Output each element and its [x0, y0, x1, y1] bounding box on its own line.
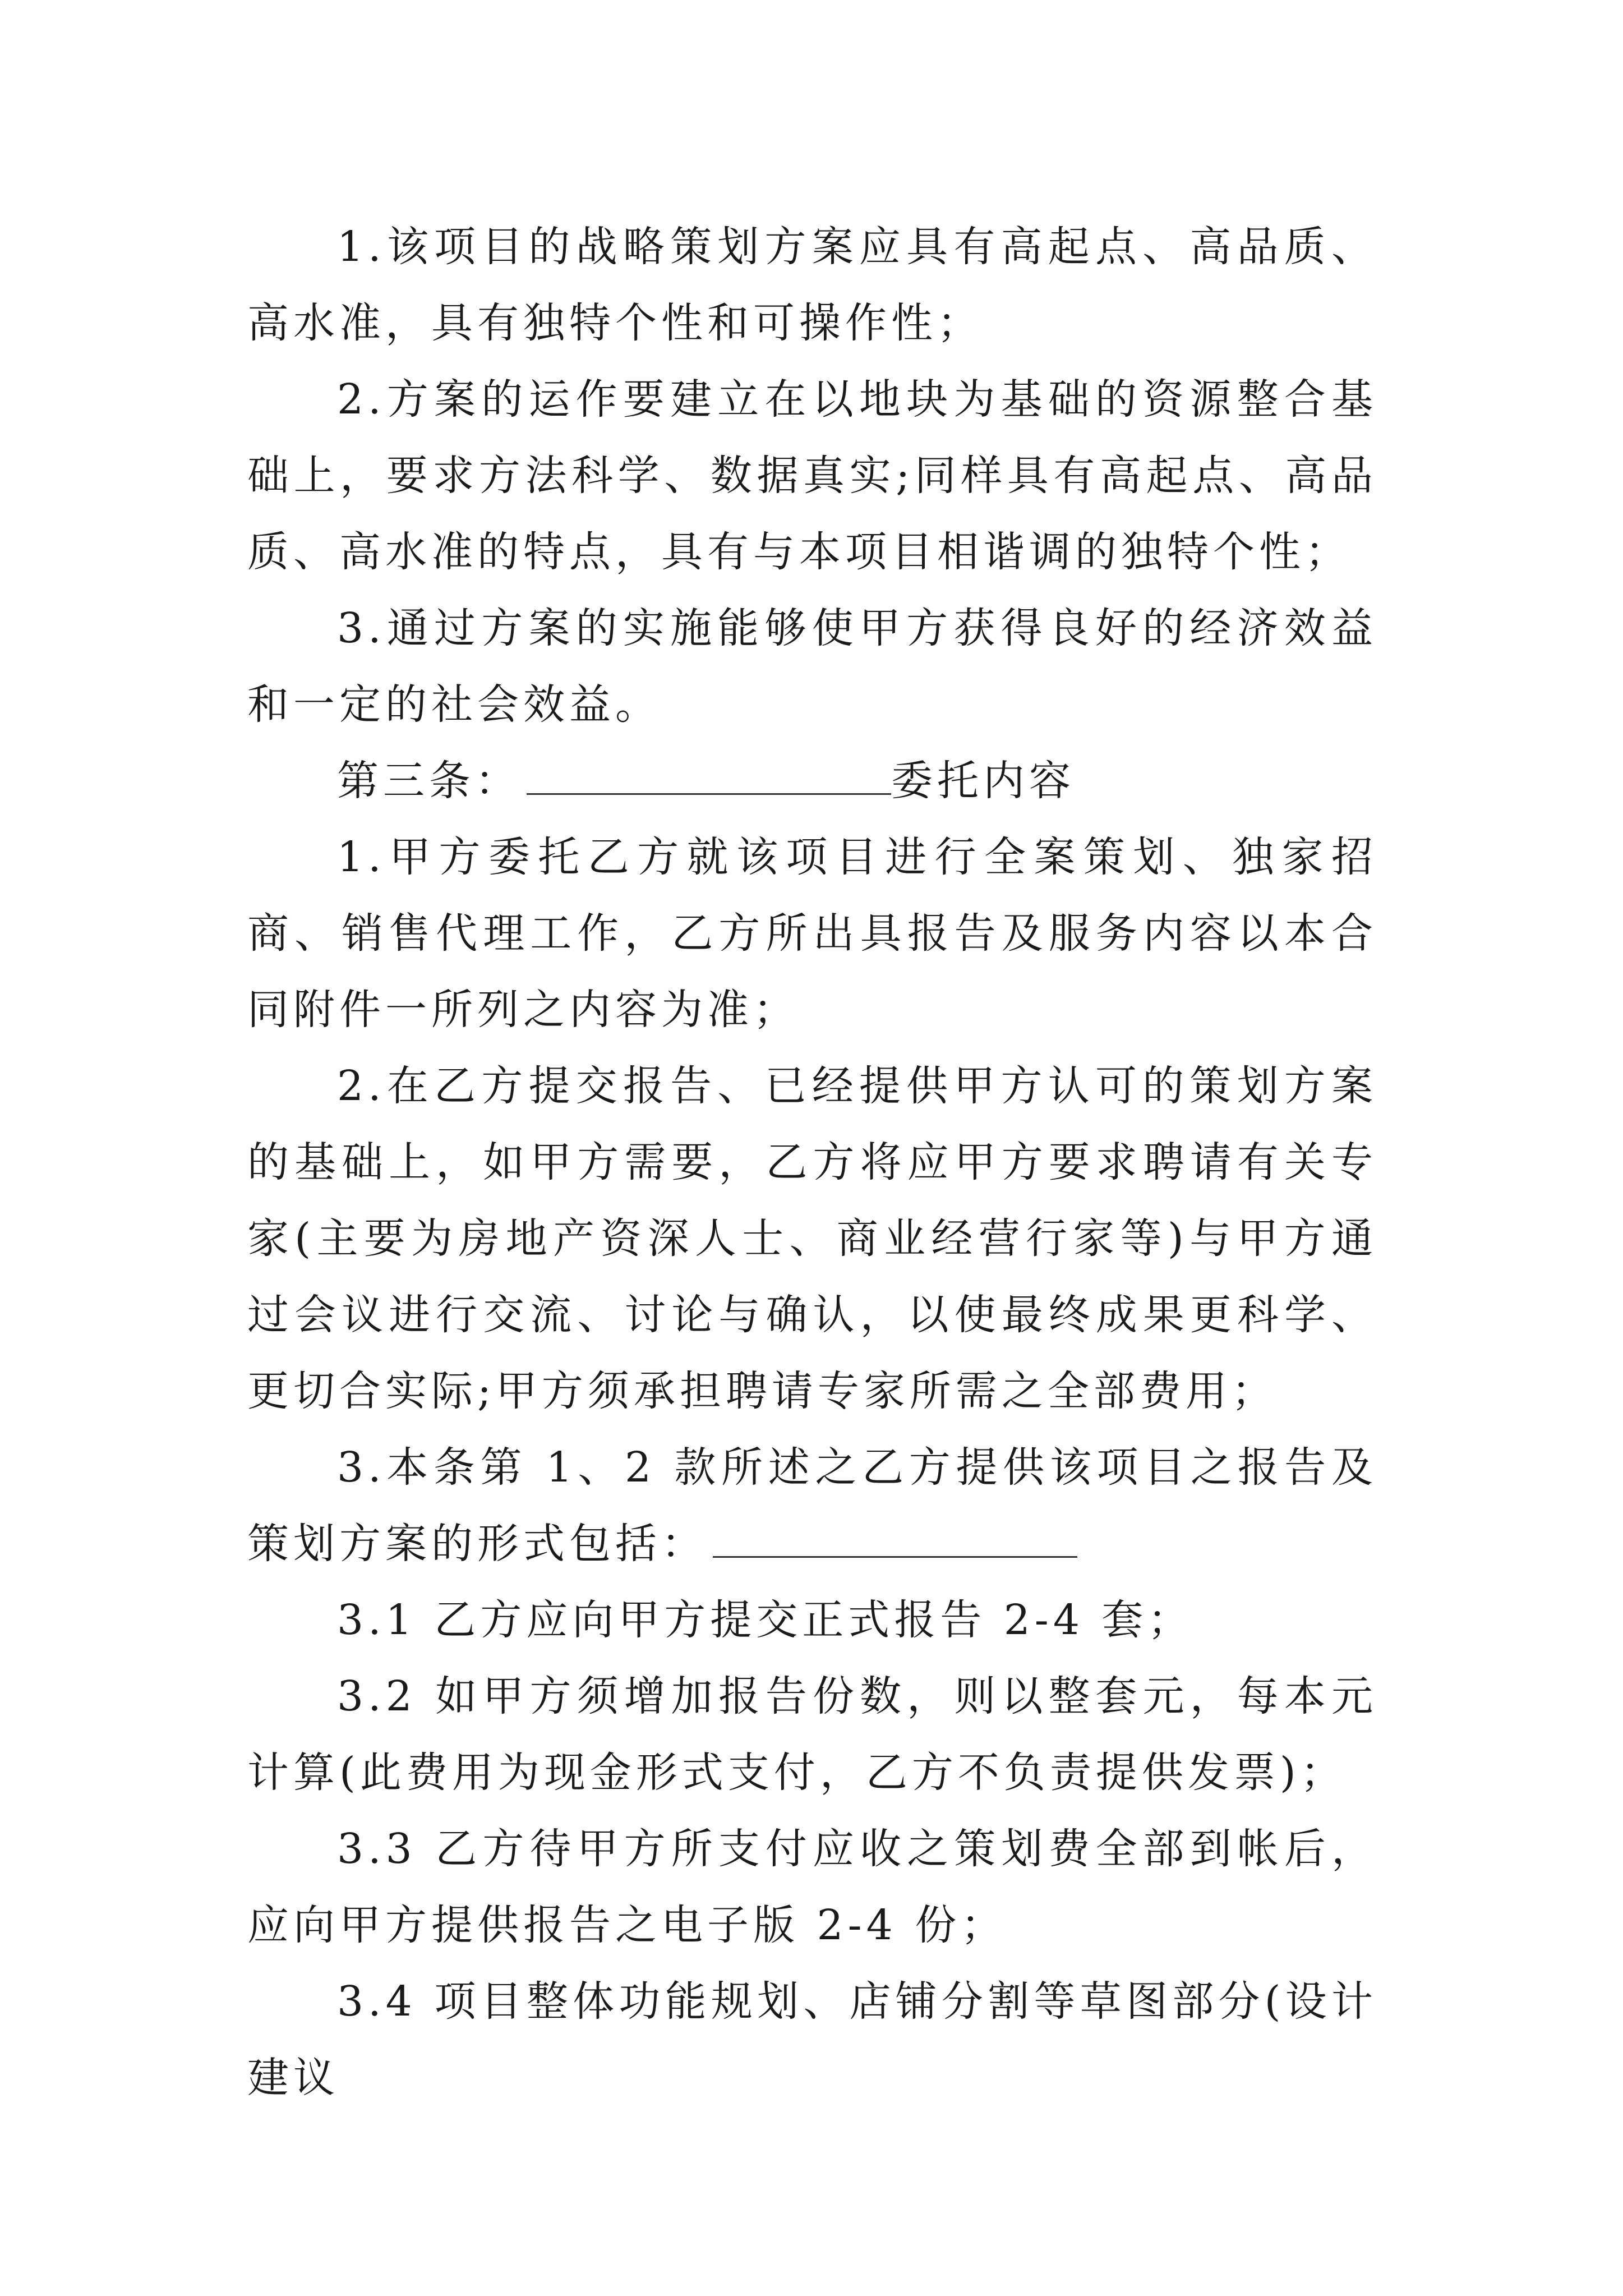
paragraph-requirement-3	[247, 590, 1377, 743]
article-number: 第三条：	[337, 757, 521, 805]
paragraph-text: 3.4 项目整体功能规划、店铺分割等草图部分(设计建议	[247, 1977, 1377, 2102]
paragraph-requirement-2	[247, 361, 1377, 590]
paragraph-commission-1	[247, 819, 1377, 1048]
paragraph-text: 1.该项目的战略策划方案应具有高起点、高品质、高水准，具有独特个性和可操作性；	[247, 223, 1377, 347]
paragraph-requirement-1	[247, 209, 1377, 361]
paragraph-clause-3-4	[247, 1963, 1377, 2116]
article-title: 委托内容	[891, 757, 1075, 805]
document-body	[247, 209, 1377, 2116]
paragraph-text: 3.通过方案的实施能够使甲方获得良好的经济效益和一定的社会效益。	[247, 604, 1377, 729]
paragraph-text: 1.甲方委托乙方就该项目进行全案策划、独家招商、销售代理工作，乙方所出具报告及服务内容以本合同附件一所列之内容为准；	[247, 833, 1377, 1034]
article-three-heading	[247, 743, 1377, 819]
paragraph-clause-3-1	[247, 1582, 1377, 1658]
fill-in-blank-line	[527, 754, 891, 795]
paragraph-text: 3.本条第 1、2 款所述之乙方提供该项目之报告及策划方案的形式包括：	[247, 1443, 1377, 1568]
fill-in-blank-line	[713, 1517, 1077, 1558]
paragraph-commission-2	[247, 1048, 1377, 1429]
paragraph-text: 2.在乙方提交报告、已经提供甲方认可的策划方案的基础上，如甲方需要，乙方将应甲方要求聘请有关专家(主要为房地产资深人士、商业经营行家等)与甲方通过会议进行交流、讨论与确认，以使最终成果更科学、更切合实际;甲方须承担聘请专家所需之全部费用；	[247, 1062, 1377, 1415]
paragraph-text: 3.2 如甲方须增加报告份数，则以整套元，每本元计算(此费用为现金形式支付，乙方不负责提供发票)；	[247, 1672, 1377, 1797]
paragraph-commission-3	[247, 1429, 1377, 1582]
paragraph-clause-3-2	[247, 1658, 1377, 1811]
paragraph-clause-3-3	[247, 1811, 1377, 1963]
paragraph-text: 2.方案的运作要建立在以地块为基础的资源整合基础上，要求方法科学、数据真实;同样具有高起点、高品质、高水准的特点，具有与本项目相谐调的独特个性；	[247, 375, 1377, 576]
paragraph-text: 3.3 乙方待甲方所支付应收之策划费全部到帐后，应向甲方提供报告之电子版 2-4 份；	[247, 1825, 1377, 1949]
paragraph-text: 3.1 乙方应向甲方提交正式报告 2-4 套；	[337, 1596, 1194, 1644]
